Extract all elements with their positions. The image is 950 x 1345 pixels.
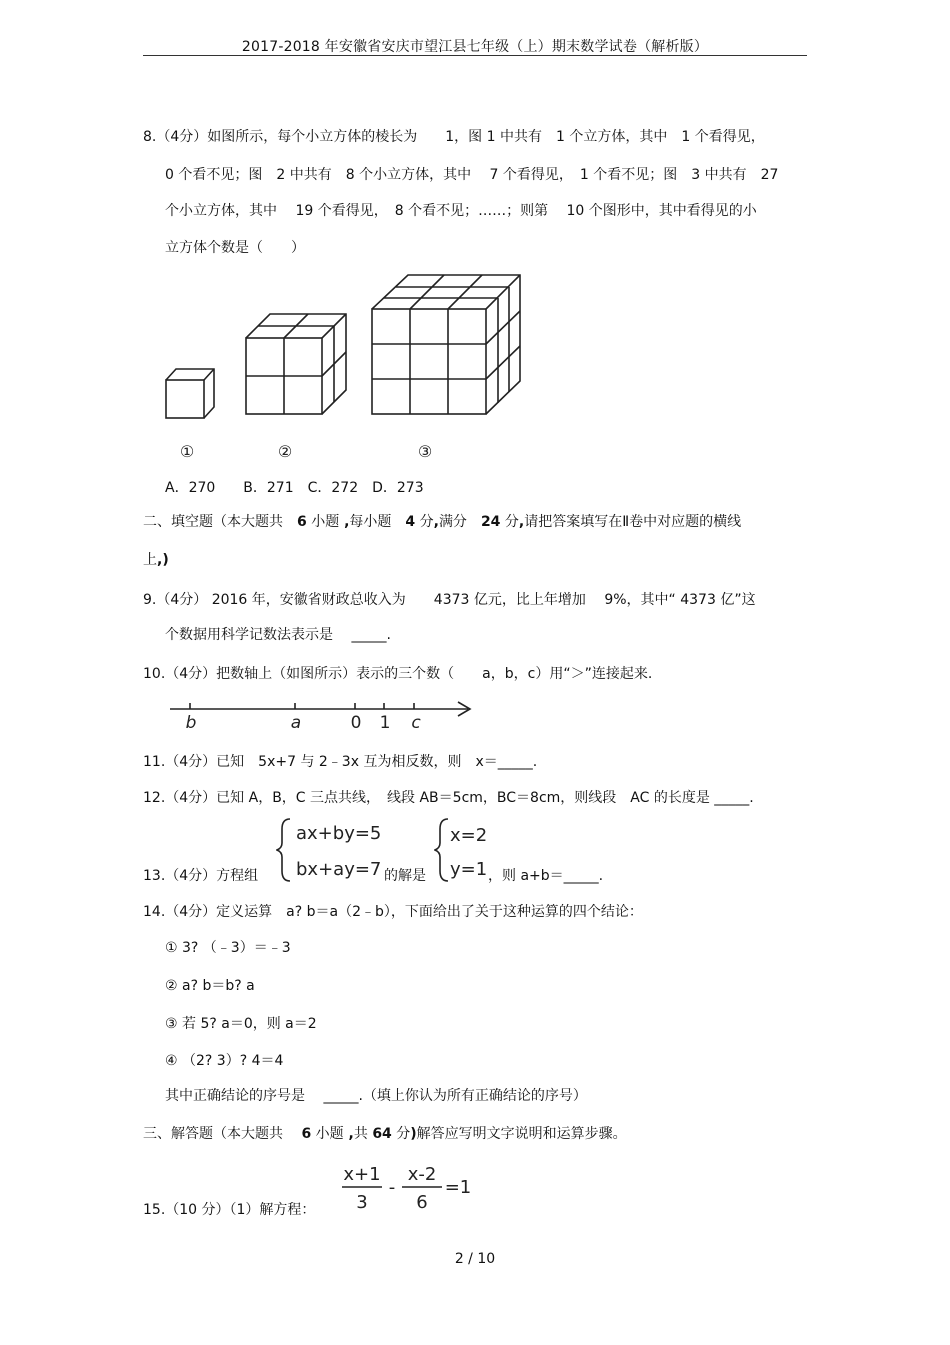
q8-line1: 8.（4分）如图所示，每个小立方体的棱长为 1，图 1 中共有 1 个立方体，其中 1 个看得见， [143,129,765,145]
figure-label-2: ② [277,442,293,461]
q15-numerator-2: x-2 [407,1164,437,1185]
q15-denominator-2: 6 [416,1192,428,1213]
q9-line2: 个数据用科学记数法表示是 _____. [165,627,391,643]
q13-eq1: ax+by=5 [296,823,382,844]
q13-suffix: ，则 a+b＝_____. [488,868,604,884]
q13-sol1: x=2 [450,825,488,846]
q8-options: A．270 B．271 C．272 D．273 [165,480,424,496]
page-header: 2017-2018 年安徽省安庆市望江县七年级（上）期末数学试卷（解析版） [241,39,709,55]
numline-label-b: b [185,713,197,733]
q15-numerator-1: x+1 [343,1164,381,1185]
q15-rhs: =1 [444,1177,472,1198]
q15-minus: - [388,1177,396,1198]
q15-denominator-1: 3 [356,1192,368,1213]
q14-item-1: ① 3? （﹣3）＝﹣3 [165,940,291,956]
numline-label-a: a [290,713,302,733]
q15-text: 15.（10 分）（1）解方程： [143,1202,316,1218]
q14-intro: 14.（4分）定义运算 a? b＝a（2﹣b），下面给出了关于这种运算的四个结论： [143,904,643,920]
numline-label-1: 1 [379,713,391,733]
q14-item-4: ④ （2? 3）? 4＝4 [165,1053,284,1069]
q8-line4: 立方体个数是（ ） [165,240,305,256]
number-line [160,696,500,736]
q12-text: 12.（4分）已知 A，B，C 三点共线， 线段 AB＝5cm，BC＝8cm，则线段 AC 的长度是 _____. [143,790,754,806]
section2-line1: 二、填空题（本大题共 6 小题 ,每小题 4 分,满分 24 分,请把答案填写在Ⅱ卷中对应题的横线 [143,514,742,530]
q9-line1: 9.（4分） 2016 年，安徽省财政总收入为 4373 亿元，比上年增加 9%，其中“ 4373 亿”这 [143,592,756,608]
numline-label-c: c [411,713,421,733]
q13-middle: 的解是 [384,868,426,884]
cube-figure-3 [372,275,520,414]
q10-text: 10.（4分）把数轴上（如图所示）表示的三个数（ a，b，c）用“＞”连接起来. [143,666,653,682]
q8-line3: 个小立方体，其中 19 个看得见， 8 个看不见；……；则第 10 个图形中，其中看得见的小 [165,203,757,219]
q13-sol2: y=1 [450,859,488,880]
section2-line2: 上,) [143,552,169,568]
q14-item-2: ② a? b＝b? a [165,978,255,994]
q8-line2: 0 个看不见；图 2 中共有 8 个小立方体，其中 7 个看得见， 1 个看不见；图 3 中共有 27 [165,167,779,183]
q14-conclusion: 其中正确结论的序号是 _____.（填上你认为所有正确结论的序号） [165,1088,587,1104]
cube-figure-2 [246,314,346,414]
numline-label-0: 0 [350,713,362,733]
section3-heading: 三、解答题（本大题共 6 小题 ,共 64 分)解答应写明文字说明和运算步骤。 [143,1126,627,1142]
page-number: 2 / 10 [454,1251,496,1267]
q15-equation [336,1160,486,1220]
q13-prefix: 13.（4分）方程组 [143,868,259,884]
q13-eq2: bx+ay=7 [296,859,382,880]
cube-figure-1 [166,369,214,418]
q13-solution-system [434,815,494,885]
cube-figures [0,265,950,465]
figure-label-1: ① [179,442,195,461]
q11-text: 11.（4分）已知 5x+7 与 2﹣3x 互为相反数，则 x＝_____. [143,754,538,770]
q13-equation-system [276,815,386,885]
header-rule [143,55,807,56]
figure-label-3: ③ [417,442,433,461]
q14-item-3: ③ 若 5? a＝0，则 a＝2 [165,1016,317,1032]
